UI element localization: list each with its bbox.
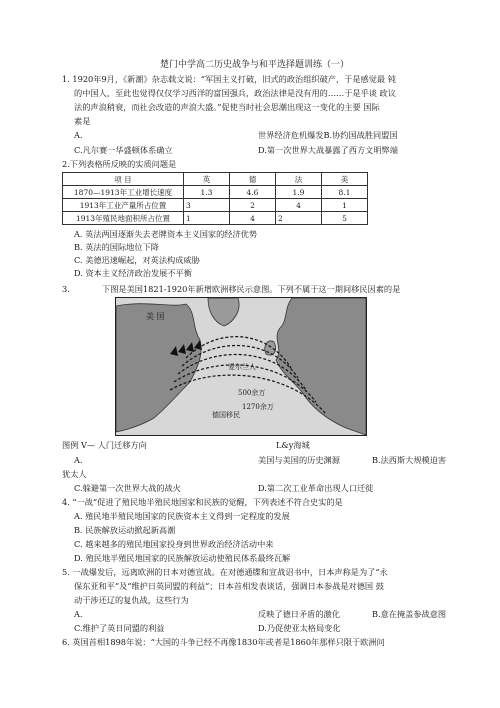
q1-option-d: D.第一次世界大战暴露了西方文明弊端: [258, 145, 398, 155]
table-header-cell: 项 目: [63, 173, 184, 186]
table-cell: 4.6: [230, 186, 276, 199]
map-annotation: 500余万: [238, 389, 266, 397]
table-cell: 1: [322, 199, 368, 212]
table-cell: 1870—1913年工业增长速度: [63, 186, 184, 199]
q4-stem: 4. “一战”促进了殖民地半殖民地国家和民族的觉醒，下列表述不符合史实的是: [62, 497, 343, 507]
table-cell: 4: [230, 212, 276, 225]
q3-option-d: D.第二次工业革命出现人口迁徙: [258, 483, 374, 493]
q5-option-d: D.乃促使亚太格局变化: [258, 623, 341, 633]
map-label-us: 美 国: [146, 312, 165, 321]
table-cell: 1913年殖民地面积所占位置: [63, 212, 184, 225]
table-cell: 3: [184, 199, 230, 212]
q5-option-b: 反映了德日矛盾的激化: [258, 609, 340, 619]
table-cell: 1.3: [184, 186, 230, 199]
q5-stem-line-1: 5. 一战爆发后，远离欧洲的日本对德宣战。在对德通牒和宣战诏书中，日本声称是为了“永: [62, 567, 388, 577]
q2-option-b: B. 英法的国际地位下降: [74, 242, 159, 252]
q2-option-d: D. 资本主义经济政治发展不平衡: [74, 268, 192, 278]
q4-option-b: B. 民族解放运动掀起新高潮: [74, 525, 176, 535]
table-row: [63, 212, 368, 225]
q2-option-c: C. 美德迅速崛起，对英法构成威胁: [74, 255, 200, 265]
q4-option-c: C. 越来越多的殖民地国家投身到世界政治经济活动中来: [74, 539, 274, 549]
table-cell: 2: [230, 199, 276, 212]
q1-stem-line-3: 法的声浪稍衰，而社会改造的声浪大盛。”促使当时社会思潮出现这一变化的主要 国际: [74, 102, 380, 112]
map-legend-sea: L&y海城: [276, 440, 310, 450]
q4-option-a: A. 殖民地半殖民地国家的民族资本主义得到一定程度的发展: [74, 511, 290, 521]
q3-option-c: C.躲避第一次世界大战的战火: [74, 483, 181, 493]
q5-stem-line-3: 动干涉还辽的复仇战，这些行为: [74, 595, 189, 605]
table-cell: 8.1: [322, 186, 368, 199]
q5-option-a-label: A.: [74, 609, 83, 619]
q5-option-c: C.维护了英日同盟的利益: [74, 623, 165, 633]
q1-option-b: 世界经济危机爆发B.协约国战胜同盟国: [258, 130, 398, 140]
table-header-cell: 法: [276, 173, 322, 186]
q3-stem: 下图是美国1821-1920年新增欧洲移民示意图。下列不属于这一期间移民因素的是: [102, 284, 401, 294]
table-cell: 1913年工业产量所占位置: [63, 199, 184, 212]
q3-option-b-continued: 犹太人: [62, 469, 87, 479]
q1-option-c: C.凡尔赛一华盛顿体系确立: [74, 145, 173, 155]
q1-stem-line-2: 的中国人，至此也觉得仅仅学习西洋的富国强兵，政治法律是没有用的……于是乎谈 政议: [74, 88, 396, 98]
table-header-cell: 德: [230, 173, 276, 186]
map-legend: 图例 V— 人门迁移方向: [62, 440, 147, 450]
immigration-map: [115, 297, 367, 436]
q5-stem-line-2: 保东亚和平”及“维护日英同盟的利益”；日本首相发表谈话，强调日本参战是对德国 鼓: [74, 581, 384, 591]
q2-option-a: A. 英法两国逐渐失去老牌资本主义国家的经济优势: [74, 229, 258, 239]
q4-option-d: D. 殖民地半殖民地国家的民族解放运动使殖民体系最终瓦解: [74, 553, 291, 563]
q3-option-b: 美国与美国的历史渊源: [258, 455, 340, 465]
q1-stem-line-1: 1. 1920年9月，《新潮》杂志载文说：“军国主义打破，旧式的政治组织破产，于是感觉最 钝: [62, 74, 396, 84]
table-cell: 1.9: [276, 186, 322, 199]
table-header-row: [63, 173, 368, 186]
q3-option-a-label: A.: [74, 455, 83, 465]
table-row: [63, 186, 368, 199]
table-header-cell: 美: [322, 173, 368, 186]
q2-table: [62, 172, 368, 225]
table-cell: 5: [322, 212, 368, 225]
q3-number: 3.: [62, 284, 70, 294]
q5-option-b-extra: B.意在掩盖参战意图: [372, 609, 447, 619]
map-annotation: 德国移民: [212, 411, 240, 419]
map-annotation: 爱尔兰人: [228, 363, 256, 371]
table-row: [63, 199, 368, 212]
table-header-cell: 英: [184, 173, 230, 186]
map-annotation: 1270余万: [242, 403, 274, 411]
table-cell: 2: [276, 212, 322, 225]
q2-stem: 2.下列表格所反映的实质问题是: [62, 159, 177, 169]
table-cell: 1: [184, 212, 230, 225]
q1-option-a-label: A.: [74, 130, 83, 140]
q3-option-b-extra: B.法西斯大规模迫害: [372, 455, 447, 465]
table-cell: 4: [276, 199, 322, 212]
q6-stem: 6. 英国首相1898年说：“大国的斗争已经不再像1830年或者是1860年那样只限于欧洲问: [62, 637, 385, 647]
page-title: 楚门中学高二历史战争与和平选择题训练（一）: [160, 60, 350, 70]
q1-stem-line-4: 素是: [74, 116, 91, 126]
